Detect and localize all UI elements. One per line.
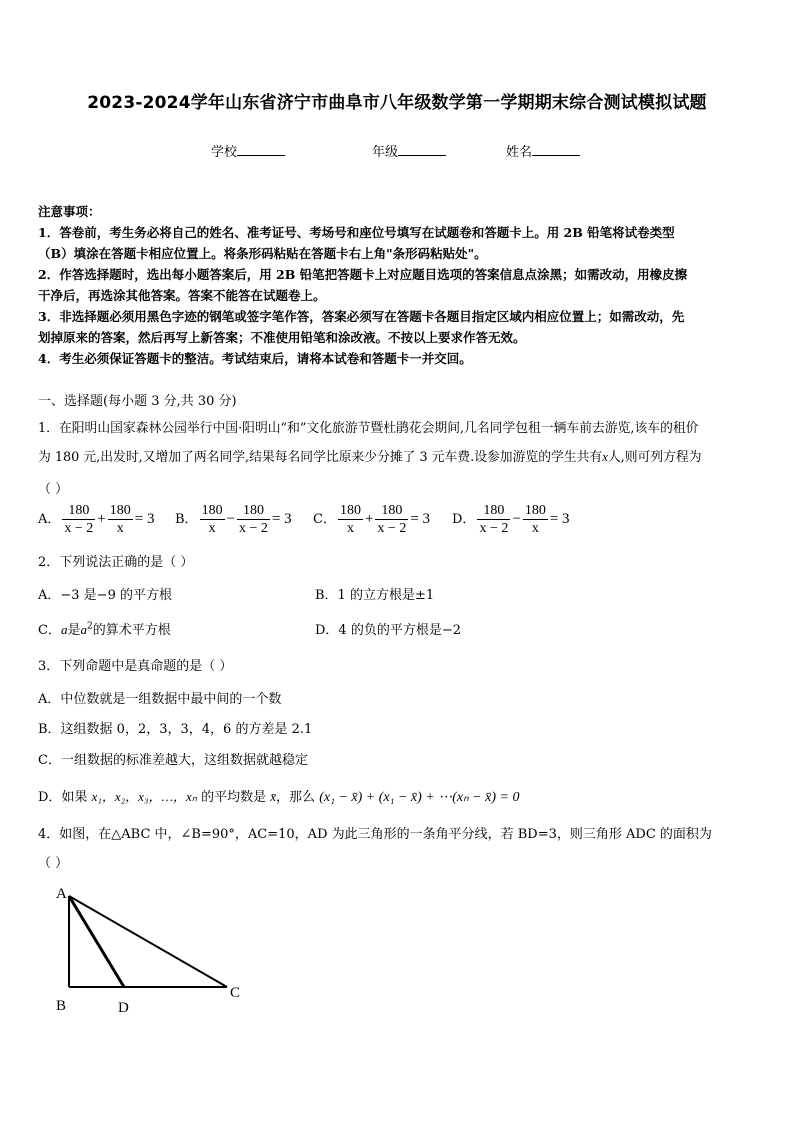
grade-blank	[398, 143, 446, 156]
q3-option-d: D．如果 x₁，x₂，x₃，…，xₙ 的平均数是 x̄，那么 (x₁ − x̄) + (x₁ − x̄) + ⋯(xₙ − x̄) = 0	[38, 789, 520, 805]
notice-line: 划掉原来的答案，然后再写上新答案；不准使用铅笔和涂改液。不按以上要求作答无效。	[38, 330, 526, 345]
grade-field	[372, 141, 446, 160]
bisector-ad	[69, 896, 124, 987]
q1-stem-line1: 1．在阳明山国家森林公园举行中国·阳明山“和”文化旅游节暨杜鹃花会期间,几名同学包租一辆车前去游览,该车的租价	[38, 421, 699, 436]
name-label: 姓名	[506, 145, 533, 160]
q1-option-c: C． $\frac{180}{x}$ + $\frac{180}{x - 2}$ = 3	[313, 503, 431, 536]
q2-stem: 2．下列说法正确的是（ ）	[38, 555, 194, 570]
section-heading: 一、选择题(每小题 3 分,共 30 分)	[38, 394, 237, 409]
fraction: $\frac{180}{x}$	[109, 503, 131, 536]
label-a: A	[56, 886, 67, 902]
fraction: $\frac{180}{x}$	[201, 503, 223, 536]
q1-variable: x	[602, 450, 608, 464]
page-title: 2023-2024学年山东省济宁市曲阜市八年级数学第一学期期末综合测试模拟试题	[87, 93, 707, 113]
q2-option-c: C．a是$a^2$的算术平方根	[38, 621, 171, 638]
q3-option-a: A．中位数就是一组数据中最中间的一个数	[38, 692, 282, 707]
q3-option-c: C．一组数据的标准差越大，这组数据就越稳定	[38, 753, 308, 768]
label-d: D	[118, 1000, 129, 1016]
label-b: B	[56, 998, 67, 1014]
q2-option-b: B．1 的立方根是±1	[315, 588, 435, 603]
q2-option-d: D．4 的负的平方根是−2	[315, 623, 461, 638]
q1-option-d: D． $\frac{180}{x - 2}$ − $\frac{180}{x}$ = 3	[452, 503, 570, 536]
notice-heading: 注意事项：	[38, 204, 101, 219]
q1-option-a: A． $\frac{180}{x - 2}$ + $\frac{180}{x}$ = 3	[38, 503, 155, 536]
school-blank	[237, 143, 285, 156]
school-label: 学校	[211, 145, 238, 160]
fraction: $\frac{180}{x - 2}$	[479, 503, 509, 536]
q3-stem: 3．下列命题中是真命题的是（ ）	[38, 659, 233, 674]
q3-variables: x₁，x₂，x₃，…，xₙ	[91, 789, 197, 804]
fraction: $\frac{180}{x - 2}$	[64, 503, 94, 536]
grade-label: 年级	[372, 145, 399, 160]
notice-line: 3．非选择题必须用黑色字迹的钢笔或签字笔作答，答案必须写在答题卡各题目指定区域内相应位置上；如需改动，先	[38, 309, 685, 324]
edge-ac	[69, 896, 227, 987]
q3-mean: x̄	[270, 789, 277, 804]
q3-option-b: B．这组数据 0，2，3，3，4，6 的方差是 2.1	[38, 722, 313, 737]
notice-line: （B）填涂在答题卡相应位置上。将条形码粘贴在答题卡右上角"条形码粘贴处"。	[38, 246, 487, 261]
q1-stem-line2: 为 180 元,出发时,又增加了两名同学,结果每名同学比原来少分摊了 3 元车费.设参加游览的学生共有x人,则可列方程为	[38, 450, 702, 465]
q3-formula: (x₁ − x̄) + (x₁ − x̄) + ⋯(xₙ − x̄) = 0	[319, 790, 520, 805]
q2-option-a: A．−3 是−9 的平方根	[38, 588, 172, 603]
name-blank	[532, 143, 580, 156]
notice-line: 4．考生必须保证答题卡的整洁。考试结束后，请将本试卷和答题卡一并交回。	[38, 351, 472, 366]
fraction: $\frac{180}{x - 2}$	[239, 503, 268, 536]
name-field	[506, 141, 580, 160]
q1-paren: （ ）	[38, 482, 69, 497]
q4-paren: （ ）	[38, 856, 69, 871]
triangle-figure	[50, 880, 260, 1020]
school-field	[211, 141, 285, 160]
label-c: C	[230, 985, 241, 1001]
q1-option-b: B． $\frac{180}{x}$ − $\frac{180}{x - 2}$ = 3	[175, 503, 292, 536]
q4-stem: 4．如图，在△ABC 中，∠B=90°，AC=10，AD 为此三角形的一条角平分线，若 BD=3，则三角形 ADC 的面积为	[38, 827, 712, 842]
fraction: $\frac{180}{x}$	[524, 503, 546, 536]
fraction: $\frac{180}{x - 2}$	[377, 503, 407, 536]
notice-line: 1．答卷前，考生务必将自己的姓名、准考证号、考场号和座位号填写在试题卷和答题卡上。用 2B 铅笔将试卷类型	[38, 225, 675, 240]
notice-line: 干净后，再选涂其他答案。答案不能答在试题卷上。	[38, 288, 326, 303]
fraction: $\frac{180}{x}$	[339, 503, 361, 536]
notice-line: 2．作答选择题时，选出每小题答案后，用 2B 铅笔把答题卡上对应题目选项的答案信息点涂黑；如需改动，用橡皮擦	[38, 267, 688, 282]
